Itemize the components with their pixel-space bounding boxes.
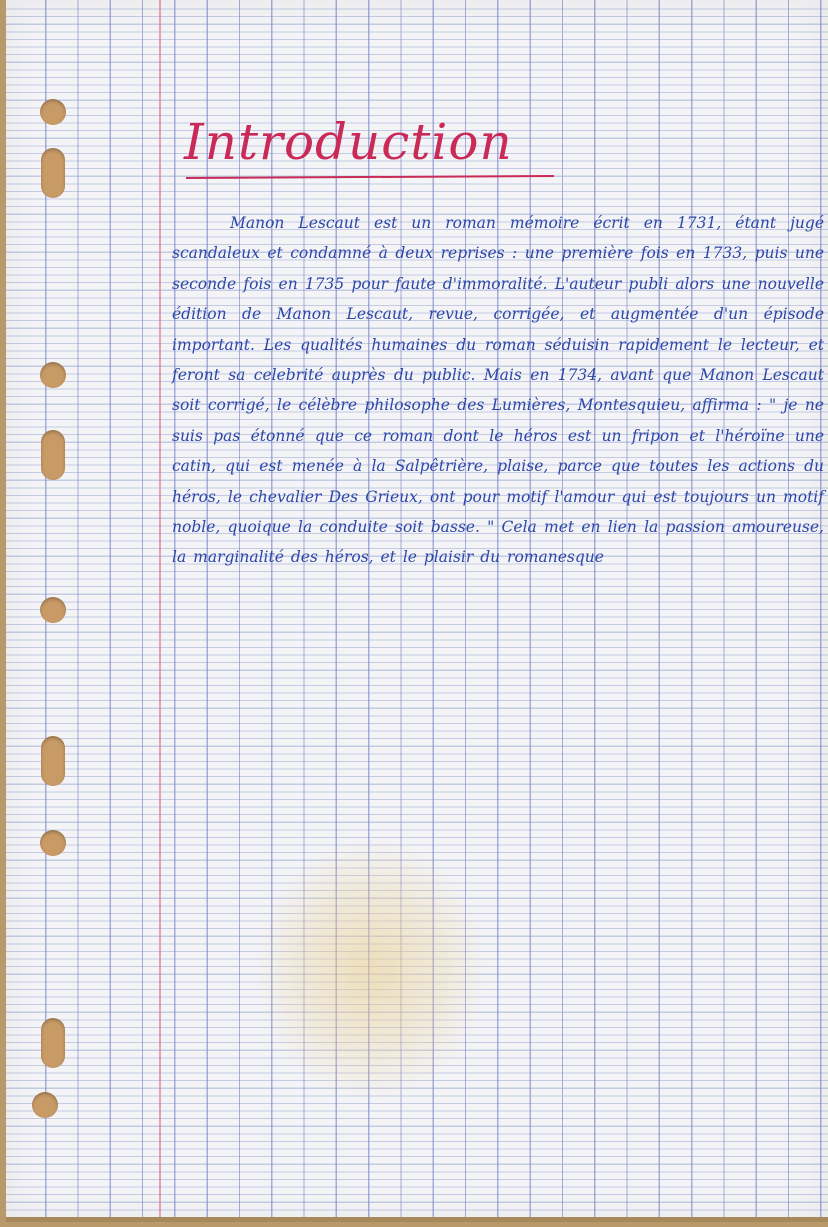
binder-hole <box>40 362 66 388</box>
notebook-sheet <box>6 0 828 1222</box>
binder-hole <box>40 830 66 856</box>
margin-line <box>159 0 161 1222</box>
binder-hole <box>41 1018 65 1068</box>
binder-hole <box>41 430 65 480</box>
binder-hole <box>40 597 66 623</box>
sheet-bottom-edge <box>6 1217 828 1222</box>
binder-hole <box>41 148 65 198</box>
page-title: Introduction <box>184 113 513 171</box>
binder-hole <box>41 736 65 786</box>
paper-stain <box>256 840 486 1100</box>
handwritten-paragraph: Manon Lescaut est un roman mémoire écrit en 1731, étant jugé scandaleux et condamné à deux reprises : une première fois en 1733, puis une seconde fois en 1735 pour faute d'immoralité. L'auteur publi alors une nouvelle édition de Manon Lescaut, revue, corrigée, et augmentée d'un épisode important. Les qualités humaines du roman séduisin rapidement le lecteur, et feront sa celebrité auprès du public. Mais en 1734, avant que Manon Lescaut soit corrigé, le célèbre philosophe des Lumières, Montesquieu, affirma : " je ne suis pas étonné que ce roman dont le héros est un fripon et l'héroïne une catin, qui est menée à la Salpêtrière, plaise, parce que toutes les actions du héros, le chevalier Des Grieux, ont pour motif l'amour qui est toujours un motif noble, quoique la conduite soit basse. " Cela met en lien la passion amoureuse, la marginalité des héros, et le plaisir du romanesque <box>172 214 824 567</box>
binder-hole <box>32 1092 58 1118</box>
binder-hole <box>40 99 66 125</box>
title-underline <box>186 175 554 179</box>
